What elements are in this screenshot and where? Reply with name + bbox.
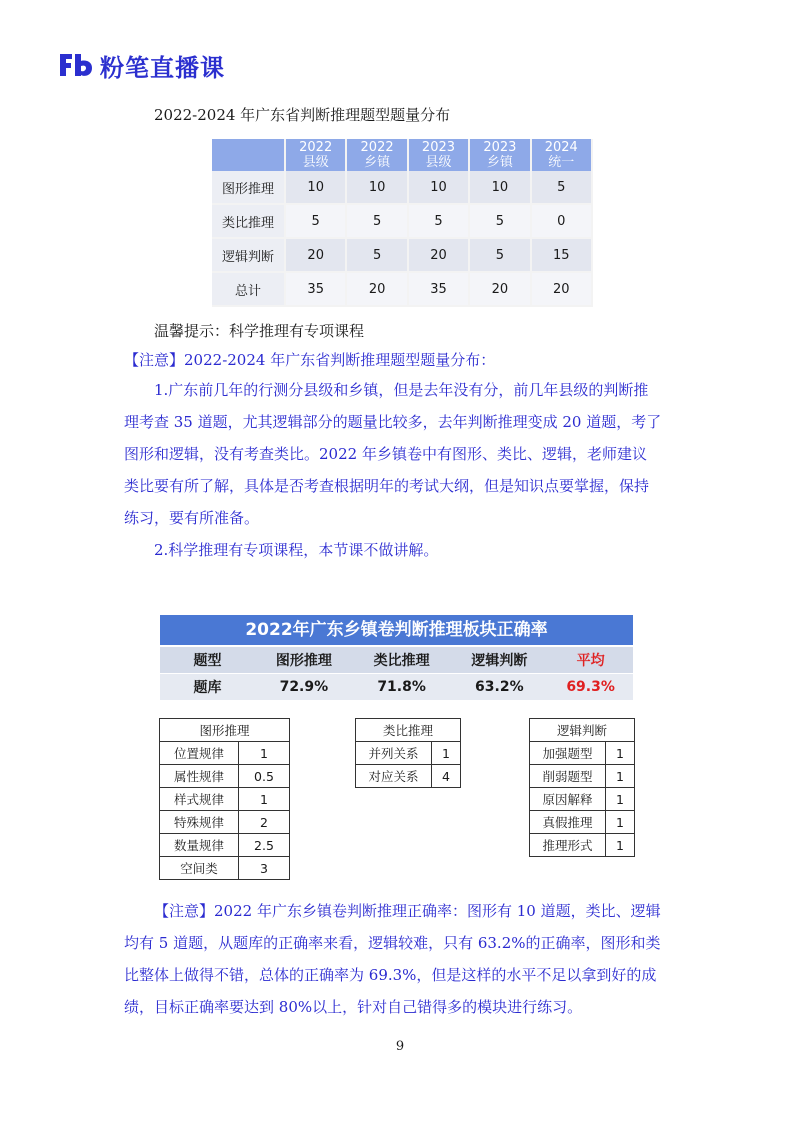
tip-text: 温馨提示：科学推理有专项课程: [154, 322, 365, 340]
table-cell: 15: [531, 238, 592, 272]
mini-table-cell: 数量规律: [160, 834, 239, 857]
column-header: 2023 乡镇: [469, 139, 530, 171]
mini-table-cell: 特殊规律: [160, 811, 239, 834]
brand-logo: [58, 50, 225, 80]
table-cell: 5: [346, 238, 407, 272]
table-cell: 10: [408, 171, 469, 204]
mini-table-title: 图形推理: [160, 719, 290, 742]
mini-table-cell: 加强题型: [530, 742, 606, 765]
mini-table-title: 逻辑判断: [530, 719, 635, 742]
table-cell: 20: [285, 238, 346, 272]
table-cell: 20: [469, 272, 530, 306]
note-paragraph-line: 图形和逻辑，没有考查类比。2022 年乡镇卷中有图形、类比、逻辑，老师建议: [124, 445, 647, 463]
note-paragraph-line: 1.广东前几年的行测分县级和乡镇，但是去年没有分，前几年县级的判断推: [154, 381, 649, 399]
mini-table-cell: 属性规律: [160, 765, 239, 788]
header-corner: [212, 139, 285, 171]
accuracy-table: [160, 647, 633, 700]
note-paragraph-line: 练习，要有所准备。: [124, 509, 260, 527]
table-cell: 5: [469, 238, 530, 272]
mini-table-cell: 1: [606, 834, 635, 857]
mini-table-cell: 推理形式: [530, 834, 606, 857]
mini-table-cell: 1: [606, 742, 635, 765]
row-header: 图形推理: [212, 171, 285, 204]
accuracy-value-row: [160, 674, 633, 701]
table-cell: 0: [531, 204, 592, 238]
mini-table-cell: 2: [239, 811, 290, 834]
row-header: 总计: [212, 272, 285, 306]
accuracy-header-cell-average: 平均: [548, 647, 633, 674]
note-paragraph-line: 理考查 35 道题，尤其逻辑部分的题量比较多，去年判断推理变成 20 道题，考了: [124, 413, 662, 431]
table-cell: 5: [531, 171, 592, 204]
mini-table-cell: 1: [606, 811, 635, 834]
analogy-reasoning-table: [355, 718, 461, 788]
table-cell: 10: [469, 171, 530, 204]
mini-table-cell: 1: [239, 788, 290, 811]
graphic-reasoning-table: [159, 718, 290, 880]
column-header: 2022 乡镇: [346, 139, 407, 171]
accuracy-header-cell: 类比推理: [353, 647, 451, 674]
brand-name: 粉笔直播课: [100, 53, 225, 82]
row-header: 逻辑判断: [212, 238, 285, 272]
mini-table-cell: 空间类: [160, 857, 239, 880]
table-cell: 5: [469, 204, 530, 238]
mini-table-cell: 3: [239, 857, 290, 880]
table-header-row: [212, 139, 592, 171]
table-row: [212, 204, 592, 238]
table-row: [212, 171, 592, 204]
logic-judgment-table: [529, 718, 635, 857]
mini-table-cell: 对应关系: [356, 765, 432, 788]
table-cell: 10: [285, 171, 346, 204]
accuracy-row-label: 题库: [160, 674, 255, 701]
mini-table-cell: 1: [606, 788, 635, 811]
fb-logo-icon: [58, 52, 94, 78]
mini-table-cell: 并列关系: [356, 742, 432, 765]
accuracy-value-cell: 63.2%: [450, 674, 548, 701]
accuracy-value-cell-average: 69.3%: [548, 674, 633, 701]
mini-table-cell: 4: [432, 765, 461, 788]
accuracy-header-cell: 图形推理: [255, 647, 353, 674]
mini-table-cell: 1: [239, 742, 290, 765]
accuracy-header-row: [160, 647, 633, 674]
accuracy-header-cell: 题型: [160, 647, 255, 674]
question-distribution-table: [212, 139, 593, 307]
row-header: 类比推理: [212, 204, 285, 238]
table-cell: 20: [346, 272, 407, 306]
note2-line: 绩，目标正确率要达到 80%以上，针对自己错得多的模块进行练习。: [124, 998, 583, 1016]
note2-line: 均有 5 道题，从题库的正确率来看，逻辑较难，只有 63.2%的正确率，图形和类: [124, 934, 661, 952]
mini-table-title: 类比推理: [356, 719, 461, 742]
mini-table-cell: 真假推理: [530, 811, 606, 834]
mini-table-cell: 原因解释: [530, 788, 606, 811]
column-header: 2022 县级: [285, 139, 346, 171]
mini-table-cell: 1: [432, 742, 461, 765]
table-cell: 5: [285, 204, 346, 238]
accuracy-value-cell: 71.8%: [353, 674, 451, 701]
accuracy-banner-title: 2022年广东乡镇卷判断推理板块正确率: [160, 615, 633, 645]
note-heading: 【注意】2022-2024 年广东省判断推理题型题量分布：: [124, 351, 496, 369]
column-header: 2024 统一: [531, 139, 592, 171]
table-cell: 20: [531, 272, 592, 306]
column-header: 2023 县级: [408, 139, 469, 171]
table-cell: 35: [408, 272, 469, 306]
table-cell: 10: [346, 171, 407, 204]
mini-table-cell: 削弱题型: [530, 765, 606, 788]
mini-table-cell: 1: [606, 765, 635, 788]
table-cell: 5: [408, 204, 469, 238]
note-paragraph-line: 2.科学推理有专项课程，本节课不做讲解。: [154, 541, 439, 559]
accuracy-value-cell: 72.9%: [255, 674, 353, 701]
table-row: [212, 238, 592, 272]
mini-table-cell: 2.5: [239, 834, 290, 857]
note2-line: 【注意】2022 年广东乡镇卷判断推理正确率：图形有 10 道题，类比、逻辑: [154, 902, 661, 920]
note-paragraph-line: 类比要有所了解，具体是否考查根据明年的考试大纲，但是知识点要掌握，保持: [124, 477, 650, 495]
mini-table-cell: 0.5: [239, 765, 290, 788]
table-cell: 5: [346, 204, 407, 238]
mini-table-cell: 位置规律: [160, 742, 239, 765]
document-title: 2022-2024 年广东省判断推理题型题量分布: [154, 106, 451, 124]
mini-table-cell: 样式规律: [160, 788, 239, 811]
table-cell: 35: [285, 272, 346, 306]
table-row: [212, 272, 592, 306]
note2-line: 比整体上做得不错，总体的正确率为 69.3%，但是这样的水平不足以拿到好的成: [124, 966, 657, 984]
page-number: 9: [395, 1039, 405, 1054]
accuracy-header-cell: 逻辑判断: [450, 647, 548, 674]
table-cell: 20: [408, 238, 469, 272]
